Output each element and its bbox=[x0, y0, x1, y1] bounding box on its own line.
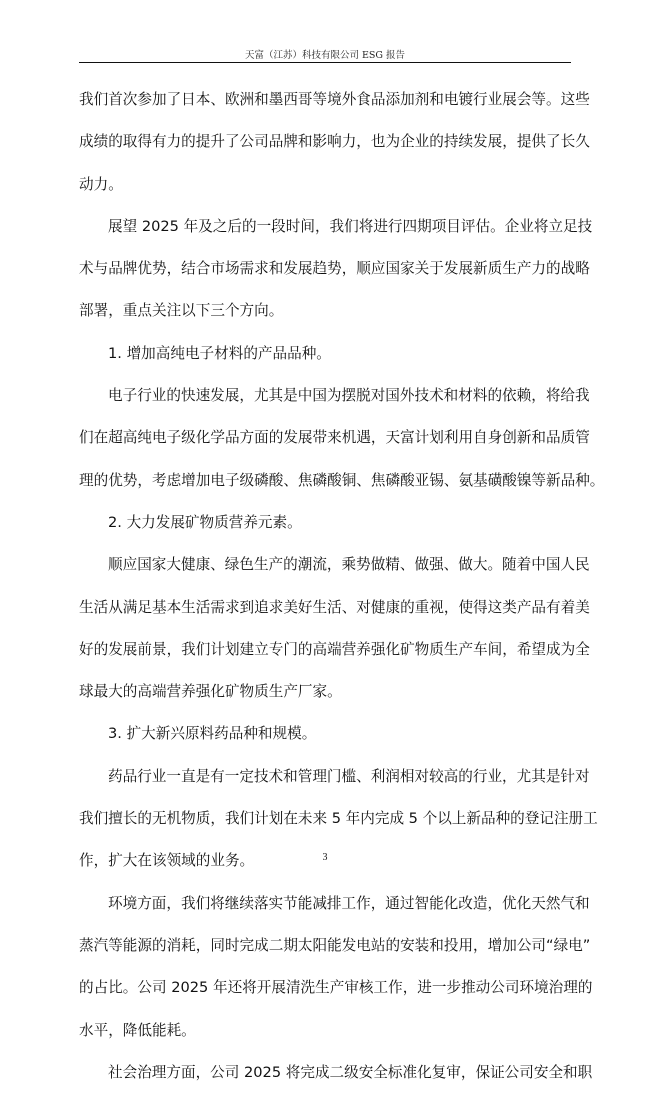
page-number: 3 bbox=[322, 852, 328, 863]
text-line: 好的发展前景，我们计划建立专门的高端营养强化矿物质生产车间，希望成为全 bbox=[79, 640, 590, 658]
text-line: 球最大的高端营养强化矿物质生产厂家。 bbox=[79, 683, 342, 701]
text-line: 我们首次参加了日本、欧洲和墨西哥等境外食品添加剂和电镀行业展会等。这些 bbox=[79, 91, 590, 108]
text-line: 生活从满足基本生活需求到追求美好生活、对健康的重视，使得这类产品有着美 bbox=[79, 598, 590, 616]
text-line: 水平，降低能耗。 bbox=[79, 1021, 196, 1039]
text-line: 术与品牌优势，结合市场需求和发展趋势，顺应国家关于发展新质生产力的战略 bbox=[79, 260, 590, 278]
text-line: 成绩的取得有力的提升了公司品牌和影响力，也为企业的持续发展，提供了长久 bbox=[79, 133, 590, 151]
body-text bbox=[79, 86, 605, 1101]
list-heading-1: 1. 增加高纯电子材料的产品品种。 bbox=[108, 344, 331, 362]
text-line: 的占比。公司 2025 年还将开展清洗生产审核工作，进一步推动公司环境治理的 bbox=[79, 979, 593, 997]
header-title: 天富（江苏）科技有限公司 ESG 报告 bbox=[244, 50, 406, 61]
text-line: 我们擅长的无机物质，我们计划在未来 5 年内完成 5 个以上新品种的登记注册工 bbox=[79, 810, 598, 828]
text-line: 顺应国家大健康、绿色生产的潮流，乘势做精、做强、做大。随着中国人民 bbox=[108, 556, 590, 574]
text-line: 展望 2025 年及之后的一段时间，我们将进行四期项目评估。企业将立足技 bbox=[108, 217, 593, 235]
text-line: 动力。 bbox=[79, 175, 123, 193]
text-line: 作，扩大在该领域的业务。 bbox=[79, 852, 255, 870]
text-line: 社会治理方面，公司 2025 将完成二级安全标准化复审，保证公司安全和职 bbox=[108, 1063, 593, 1081]
text-line: 部署，重点关注以下三个方向。 bbox=[79, 302, 284, 320]
text-line: 环境方面，我们将继续落实节能减排工作，通过智能化改造，优化天然气和 bbox=[108, 894, 590, 912]
list-heading-3: 3. 扩大新兴原料药品种和规模。 bbox=[108, 725, 317, 743]
text-line: 蒸汽等能源的消耗，同时完成二期太阳能发电站的安装和投用，增加公司“绿电” bbox=[79, 936, 591, 954]
list-heading-2: 2. 大力发展矿物质营养元素。 bbox=[108, 513, 302, 531]
text-line: 们在超高纯电子级化学品方面的发展带来机遇，天富计划利用自身创新和品质管 bbox=[79, 429, 590, 447]
text-line: 理的优势，考虑增加电子级磷酸、焦磷酸铜、焦磷酸亚锡、氨基磺酸镍等新品种。 bbox=[79, 471, 605, 489]
text-line: 电子行业的快速发展，尤其是中国为摆脱对国外技术和材料的依赖，将给我 bbox=[108, 387, 590, 405]
header-divider bbox=[79, 62, 571, 63]
text-line: 药品行业一直是有一定技术和管理门槛、利润相对较高的行业，尤其是针对 bbox=[108, 767, 590, 785]
